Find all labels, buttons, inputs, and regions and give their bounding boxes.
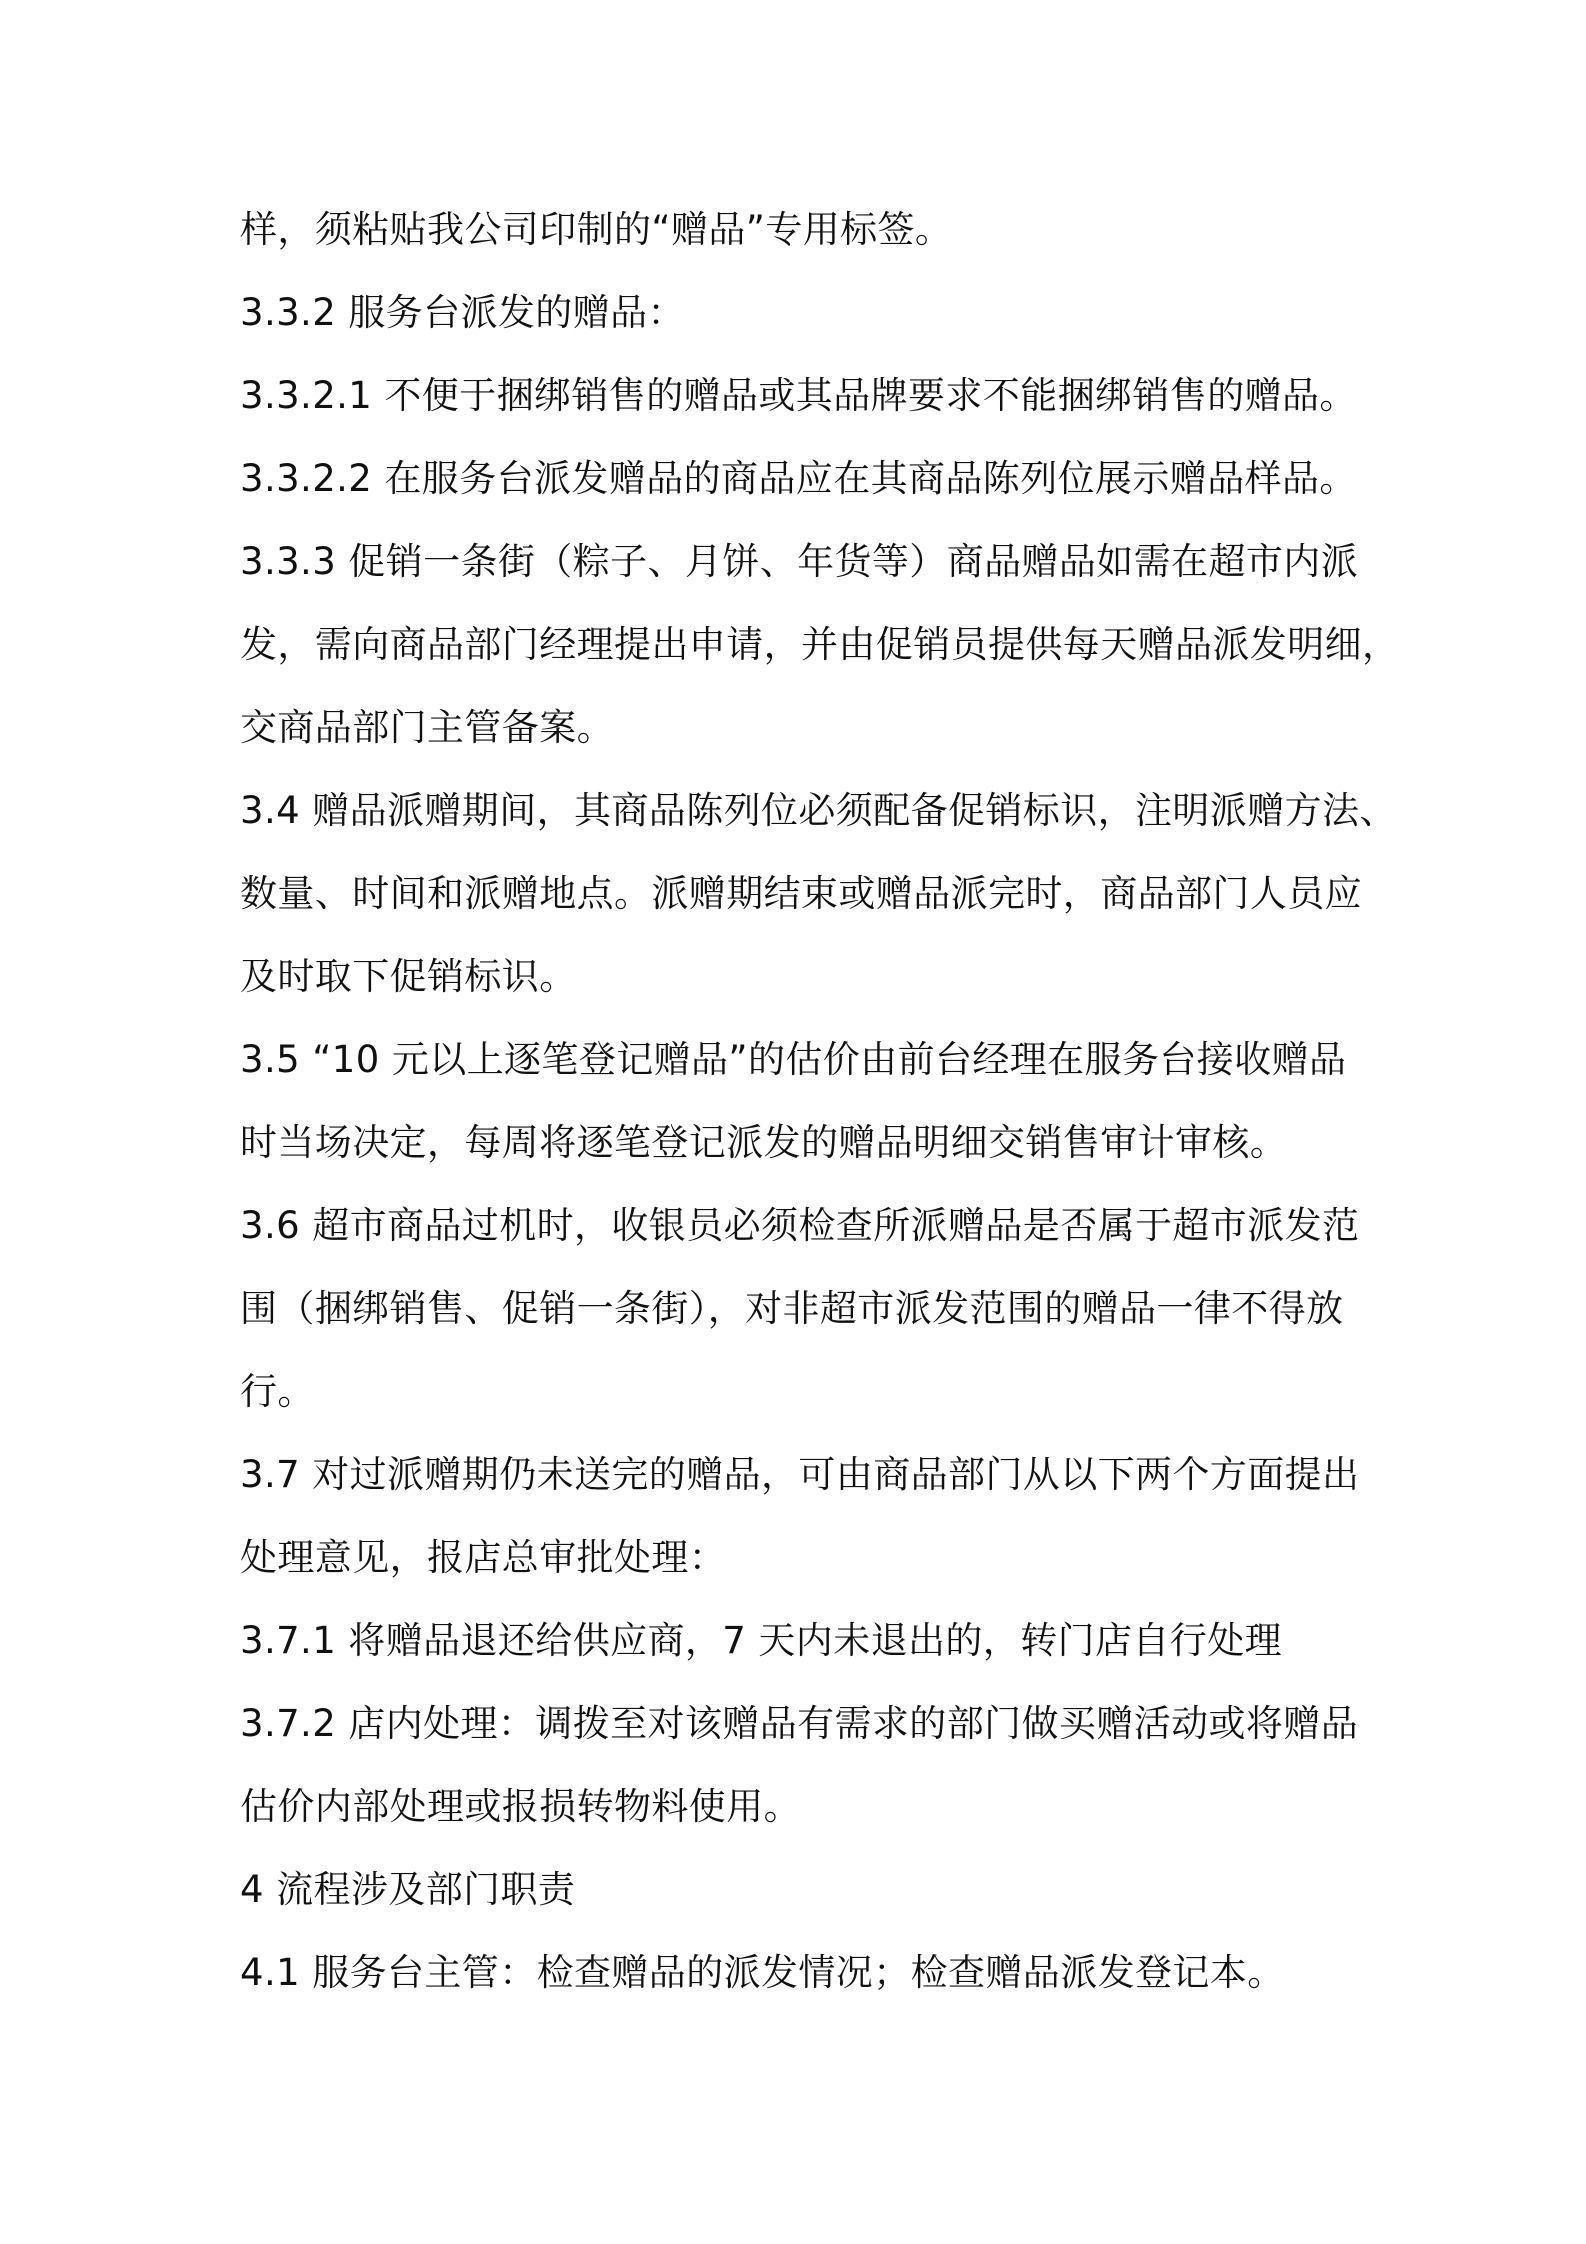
section-heading: 3.3.2 服务台派发的赠品： xyxy=(240,291,685,334)
text-line: 发，需向商品部门经理提出申请，并由促销员提供每天赠品派发明细， xyxy=(240,623,1400,666)
text-line: 3.3.3 促销一条街（粽子、月饼、年货等）商品赠品如需在超市内派 xyxy=(240,540,1359,583)
text-line: 及时取下促销标识。 xyxy=(240,955,577,998)
text-line: 3.3.2.2 在服务台派发赠品的商品应在其商品陈列位展示赠品样品。 xyxy=(240,457,1357,500)
text-line: 3.3.2.1 不便于捆绑销售的赠品或其品牌要求不能捆绑销售的赠品。 xyxy=(240,374,1357,417)
text-line: 处理意见，报店总审批处理： xyxy=(240,1536,727,1579)
text-line: 时当场决定，每周将逐笔登记派发的赠品明细交销售审计审核。 xyxy=(240,1121,1288,1164)
text-line: 3.5 “10 元以上逐笔登记赠品”的估价由前台经理在服务台接收赠品 xyxy=(240,1038,1347,1081)
text-line: 3.7 对过派赠期仍未送完的赠品，可由商品部门从以下两个方面提出 xyxy=(240,1453,1360,1496)
text-line: 3.7.1 将赠品退还给供应商，7 天内未退出的，转门店自行处理 xyxy=(240,1619,1283,1662)
text-line: 交商品部门主管备案。 xyxy=(240,706,614,749)
text-line: 4.1 服务台主管：检查赠品的派发情况；检查赠品派发登记本。 xyxy=(240,1951,1285,1994)
text-line: 样，须粘贴我公司印制的“赠品”专用标签。 xyxy=(240,208,953,251)
text-line: 3.6 超市商品过机时，收银员必须检查所派赠品是否属于超市派发范 xyxy=(240,1204,1360,1247)
document-body xyxy=(240,194,1400,2020)
text-line: 行。 xyxy=(240,1370,315,1413)
text-line: 3.7.2 店内处理：调拨至对该赠品有需求的部门做买赠活动或将赠品 xyxy=(240,1702,1359,1745)
text-line: 3.4 赠品派赠期间，其商品陈列位必须配备促销标识，注明派赠方法、 xyxy=(240,789,1397,832)
text-line: 数量、时间和派赠地点。派赠期结束或赠品派完时，商品部门人员应 xyxy=(240,872,1362,915)
text-line: 估价内部处理或报损转物料使用。 xyxy=(240,1785,801,1828)
section-heading: 4 流程涉及部门职责 xyxy=(240,1868,576,1911)
text-line: 围（捆绑销售、促销一条街），对非超市派发范围的赠品一律不得放 xyxy=(240,1287,1344,1330)
